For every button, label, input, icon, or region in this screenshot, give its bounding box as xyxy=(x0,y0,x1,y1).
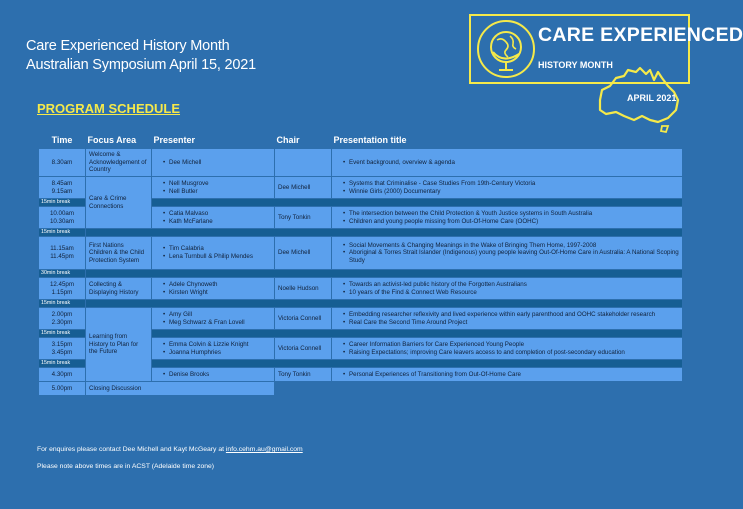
section-title: PROGRAM SCHEDULE xyxy=(37,101,181,116)
timezone-note: Please note above times are in ACST (Adelaide time zone) xyxy=(37,463,215,470)
title-cell: • Systems that Criminalise - Case Studies From 19th-Century Victoria • Winnie Girls (2000) Documentary xyxy=(332,177,683,199)
time-cell: 12.45pm 1.15pm xyxy=(39,278,86,300)
chair-cell: Tony Tonkin xyxy=(275,368,332,382)
presenter-cell: • Amy Gill • Meg Schwarz & Fran Lovell xyxy=(152,308,275,330)
table-row xyxy=(39,149,683,177)
chair-cell: Dee Michell xyxy=(275,237,332,270)
title-cell: • Social Movements & Changing Meanings in the Wake of Bringing Them Home, 1997-2008 • Aboriginal & Torres Strait Islander (Indigenous) young people leaving Out-Of-Home Care in Australia: A National Scoping Study xyxy=(332,237,683,270)
contact-email-link[interactable]: info.cehm.au@gmail.com xyxy=(225,446,303,453)
table-row xyxy=(39,237,683,270)
time-cell: 5.00pm xyxy=(39,382,86,396)
logo-subtitle: HISTORY MONTH xyxy=(538,60,613,70)
presenter-cell: • Emma Colvin & Lizzie Knight • Joanna Humphries xyxy=(152,338,275,360)
header-presenter: Presenter xyxy=(153,134,196,145)
header-title: Presentation title xyxy=(333,134,407,145)
title-cell: • The intersection between the Child Protection & Youth Justice systems in South Australia • Children and young people missing from Out-Of-Home Care (OOHC) xyxy=(332,207,683,229)
footer xyxy=(37,441,303,475)
time-cell: 8.45am 9.15am xyxy=(39,177,86,199)
chair-cell: Victoria Connell xyxy=(275,308,332,330)
focus-cell: Closing Discussion xyxy=(86,382,275,396)
presenter-cell: • Catia Malvaso • Kath McFarlane xyxy=(152,207,275,229)
break-label: 15min break xyxy=(39,199,86,207)
header-focus: Focus Area xyxy=(87,134,137,145)
date-badge: APRIL 2021 xyxy=(627,93,677,103)
focus-cell: Learning from History to Plan for the Future xyxy=(86,308,152,382)
presenter-cell: • Dee Michell xyxy=(152,149,275,177)
contact-line: For enquires please contact Dee Michell and Kayt McGeary at info.cehm.au@gmail.com xyxy=(37,446,303,453)
header-chair: Chair xyxy=(276,134,300,145)
time-cell: 3.15pm 3.45pm xyxy=(39,338,86,360)
chair-cell: Noelle Hudson xyxy=(275,278,332,300)
chair-cell: Dee Michell xyxy=(275,177,332,199)
time-cell: 2.00pm 2.30pm xyxy=(39,308,86,330)
table-header-row xyxy=(39,135,683,149)
break-row xyxy=(39,229,683,237)
break-row xyxy=(39,300,683,308)
title-cell: • Career Information Barriers for Care Experienced Young People • Raising Expectations; improving Care leavers access to and completion of post-secondary education xyxy=(332,338,683,360)
title-cell: • Event background, overview & agenda xyxy=(332,149,683,177)
table-row xyxy=(39,177,683,199)
presenter-cell: • Nell Musgrove • Nell Butler xyxy=(152,177,275,199)
break-label: 15min break xyxy=(39,229,86,237)
presenter-cell: • Denise Brooks xyxy=(152,368,275,382)
event-header xyxy=(26,37,256,75)
table-row xyxy=(39,308,683,330)
focus-cell: Welcome & Acknowledgement of Country xyxy=(86,149,152,177)
title-cell: • Personal Experiences of Transitioning from Out-Of-Home Care xyxy=(332,368,683,382)
globe-icon xyxy=(477,20,535,78)
title-cell: • Towards an activist-led public history of the Forgotten Australians • 10 years of the Find & Connect Web Resource xyxy=(332,278,683,300)
focus-cell: First Nations Children & the Child Protection System xyxy=(86,237,152,270)
presenter-cell: • Tim Calabria • Lena Turnbull & Philip Mendes xyxy=(152,237,275,270)
time-cell: 4.30pm xyxy=(39,368,86,382)
time-cell: 11.15am 11.45pm xyxy=(39,237,86,270)
header-time: Time xyxy=(51,134,73,145)
break-row xyxy=(39,270,683,278)
focus-cell: Collecting & Displaying History xyxy=(86,278,152,300)
chair-cell xyxy=(275,149,332,177)
table-row xyxy=(39,278,683,300)
program-schedule-table xyxy=(38,135,683,396)
logo-title: CARE EXPERIENCED xyxy=(538,24,743,46)
event-subtitle: Australian Symposium April 15, 2021 xyxy=(26,57,256,73)
break-label: 15min break xyxy=(39,360,86,368)
presenter-cell: • Adele Chynoweth • Kirsten Wright xyxy=(152,278,275,300)
table-row xyxy=(39,382,683,396)
break-label: 15min break xyxy=(39,330,86,338)
chair-cell: Victoria Connell xyxy=(275,338,332,360)
chair-cell: Tony Tonkin xyxy=(275,207,332,229)
time-cell: 10.00am 10.30am xyxy=(39,207,86,229)
break-label: 15min break xyxy=(39,300,86,308)
event-title: Care Experienced History Month xyxy=(26,38,230,54)
focus-cell: Care & Crime Connections xyxy=(86,177,152,229)
time-cell: 8.30am xyxy=(39,149,86,177)
break-label: 30min break xyxy=(39,270,86,278)
title-cell: • Embedding researcher reflexivity and lived experience within early parenthood and OOHC stakeholder research • Real Care the Second Time Around Project xyxy=(332,308,683,330)
